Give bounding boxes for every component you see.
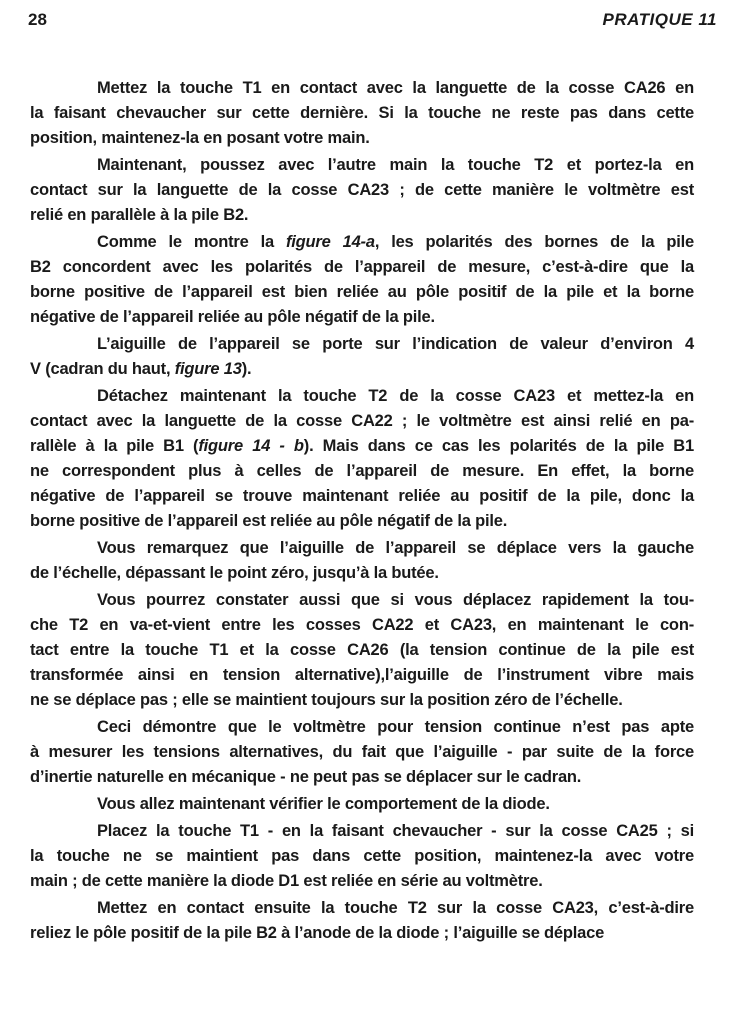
- text-line: Détachez maintenant la touche T2 de la cosse CA23 et mettez-la en: [97, 387, 694, 405]
- text-line: ne se déplace pas ; elle se maintient toujours sur la position zéro de l’échelle.: [30, 691, 623, 709]
- text-line: reliez le pôle positif de la pile B2 à l’anode de la diode ; l’aiguille se déplace: [30, 924, 605, 942]
- paragraph: [30, 230, 694, 330]
- paragraph: [30, 536, 694, 586]
- text-line: main ; de cette manière la diode D1 est reliée en série au voltmètre.: [30, 872, 543, 890]
- text-line: négative de l’appareil reliée au pôle négatif de la pile.: [30, 308, 435, 326]
- text-line: tact entre la touche T1 et la cosse CA26 (la tension continue de la pile est: [30, 641, 694, 659]
- paragraph: [30, 153, 694, 228]
- paragraph: [30, 819, 694, 894]
- text-line: contact avec la languette de la cosse CA22 ; le voltmètre est ainsi relié en pa-: [30, 412, 694, 430]
- paragraph: [30, 76, 694, 151]
- text-line: Ceci démontre que le voltmètre pour tension continue n’est pas apte: [97, 718, 694, 736]
- paragraph: [30, 588, 694, 713]
- text-line: rallèle à la pile B1 (figure 14 - b). Mais dans ce cas les polarités de la pile B1: [30, 437, 694, 455]
- text-line: relié en parallèle à la pile B2.: [30, 206, 249, 224]
- paragraph: [30, 792, 694, 817]
- text-line: Maintenant, poussez avec l’autre main la touche T2 et portez-la en: [97, 156, 694, 174]
- text-line: transformée ainsi en tension alternative),l’aiguille de l’instrument vibre mais: [30, 666, 694, 684]
- text-line: contact sur la languette de la cosse CA23 ; de cette manière le voltmètre est: [30, 181, 694, 199]
- text-line: négative de l’appareil se trouve maintenant reliée au positif de la pile, donc la: [30, 487, 694, 505]
- text-line: Vous allez maintenant vérifier le comportement de la diode.: [97, 795, 550, 813]
- text-line: à mesurer les tensions alternatives, du fait que l’aiguille - par suite de la force: [30, 743, 694, 761]
- running-title: PRATIQUE 11: [602, 10, 717, 29]
- text-line: che T2 en va-et-vient entre les cosses CA22 et CA23, en maintenant le con-: [30, 616, 694, 634]
- paragraph: [30, 332, 694, 382]
- text-line: L’aiguille de l’appareil se porte sur l’indication de valeur d’environ 4: [97, 335, 694, 353]
- text-line: Comme le montre la figure 14-a, les polarités des bornes de la pile: [97, 233, 694, 251]
- text-line: d’inertie naturelle en mécanique - ne peut pas se déplacer sur le cadran.: [30, 768, 582, 786]
- page-number: 28: [28, 10, 47, 29]
- text-line: Vous pourrez constater aussi que si vous déplacez rapidement la tou-: [97, 591, 694, 609]
- text-line: ne correspondent plus à celles de l’appareil de mesure. En effet, la borne: [30, 462, 694, 480]
- text-line: de l’échelle, dépassant le point zéro, jusqu’à la butée.: [30, 564, 439, 582]
- text-line: la faisant chevaucher sur cette dernière. Si la touche ne reste pas dans cette: [30, 104, 694, 122]
- text-line: borne positive de l’appareil est reliée au pôle négatif de la pile.: [30, 512, 508, 530]
- text-line: la touche ne se maintient pas dans cette position, maintenez-la avec votre: [30, 847, 694, 865]
- paragraph: [30, 715, 694, 790]
- text-line: Mettez la touche T1 en contact avec la languette de la cosse CA26 en: [97, 79, 694, 97]
- text-line: B2 concordent avec les polarités de l’appareil de mesure, c’est-à-dire que la: [30, 258, 694, 276]
- body-text: [30, 76, 694, 948]
- paragraph: [30, 896, 694, 946]
- text-line: V (cadran du haut, figure 13).: [30, 360, 252, 378]
- paragraph: [30, 384, 694, 534]
- text-line: Placez la touche T1 - en la faisant chevaucher - sur la cosse CA25 ; si: [97, 822, 694, 840]
- text-line: Vous remarquez que l’aiguille de l’appareil se déplace vers la gauche: [97, 539, 694, 557]
- text-line: Mettez en contact ensuite la touche T2 sur la cosse CA23, c’est-à-dire: [97, 899, 694, 917]
- text-line: borne positive de l’appareil est bien reliée au pôle positif de la pile et la borne: [30, 283, 694, 301]
- text-line: position, maintenez-la en posant votre main.: [30, 129, 370, 147]
